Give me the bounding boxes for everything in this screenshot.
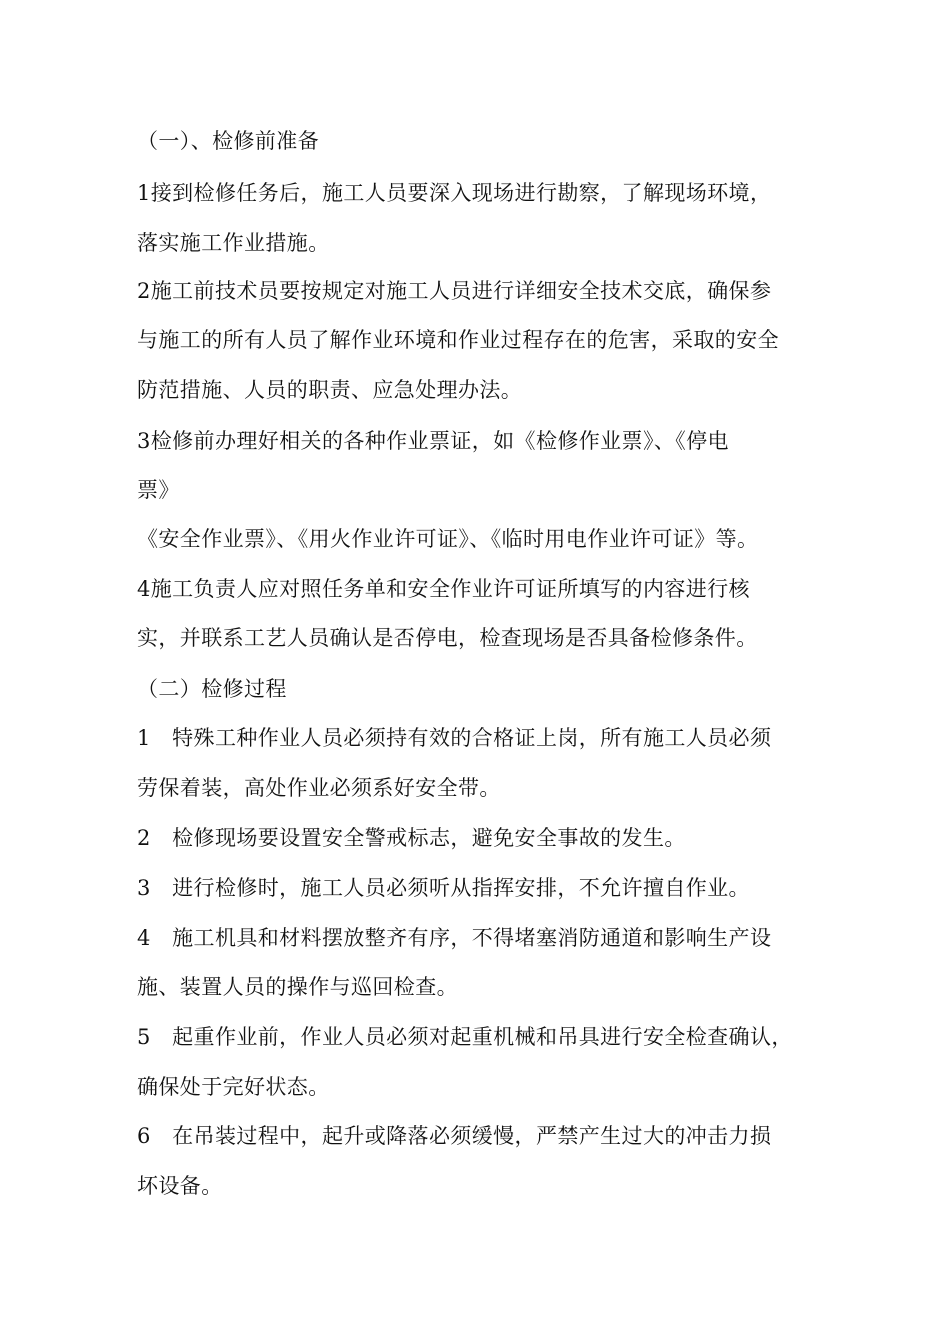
paragraph-line: 实，并联系工艺人员确认是否停电，检查现场是否具备检修条件。 bbox=[137, 626, 758, 650]
paragraph-line: 3检修前办理好相关的各种作业票证，如《检修作业票》、《停电 bbox=[137, 429, 729, 453]
paragraph-line: 6 在吊装过程中，起升或降落必须缓慢，严禁产生过大的冲击力损 bbox=[137, 1124, 772, 1148]
paragraph-line: 确保处于完好状态。 bbox=[137, 1075, 330, 1099]
paragraph-line: 坏设备。 bbox=[137, 1174, 223, 1198]
paragraph-line: 施、装置人员的操作与巡回检查。 bbox=[137, 975, 458, 999]
paragraph-line: 2 检修现场要设置安全警戒标志，避免安全事故的发生。 bbox=[137, 826, 686, 850]
paragraph-line: 2施工前技术员要按规定对施工人员进行详细安全技术交底，确保参 bbox=[137, 279, 772, 303]
paragraph-line: 3 进行检修时，施工人员必须听从指挥安排，不允许擅自作业。 bbox=[137, 876, 750, 900]
paragraph-line: 票》 bbox=[137, 478, 180, 502]
paragraph-line: 1接到检修任务后，施工人员要深入现场进行勘察，了解现场环境， bbox=[137, 181, 772, 205]
paragraph-line: 4施工负责人应对照任务单和安全作业许可证所填写的内容进行核 bbox=[137, 577, 750, 601]
paragraph-line: 落实施工作业措施。 bbox=[137, 231, 330, 255]
section-heading-maintenance-process: （二）检修过程 bbox=[137, 677, 287, 701]
paragraph-line: 1 特殊工种作业人员必须持有效的合格证上岗，所有施工人员必须 bbox=[137, 726, 772, 750]
paragraph-line: 与施工的所有人员了解作业环境和作业过程存在的危害，采取的安全 bbox=[137, 328, 779, 352]
section-heading-pre-maintenance: （一）、检修前准备 bbox=[137, 129, 320, 153]
paragraph-line: 防范措施、人员的职责、应急处理办法。 bbox=[137, 378, 523, 402]
paragraph-line: 4 施工机具和材料摆放整齐有序，不得堵塞消防通道和影响生产设 bbox=[137, 926, 772, 950]
paragraph-line: 劳保着装，高处作业必须系好安全带。 bbox=[137, 776, 501, 800]
paragraph-line: 《安全作业票》、《用火作业许可证》、《临时用电作业许可证》等。 bbox=[137, 527, 759, 551]
paragraph-line: 5 起重作业前，作业人员必须对起重机械和吊具进行安全检查确认， bbox=[137, 1025, 793, 1049]
